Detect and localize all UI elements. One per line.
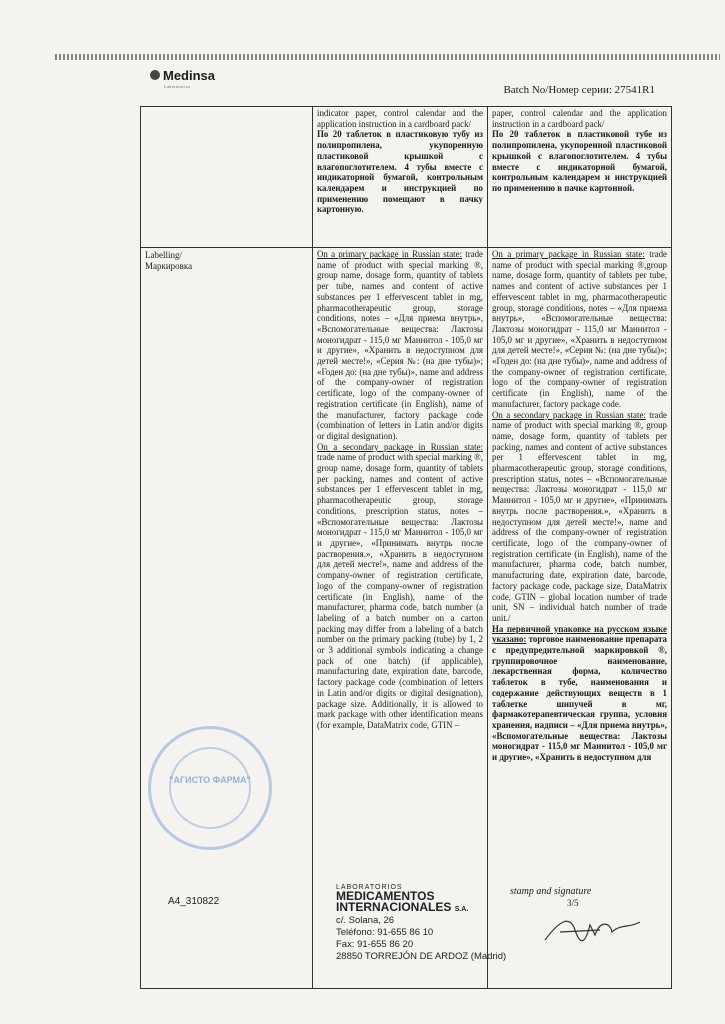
label-ru: Маркировка — [145, 261, 193, 271]
logo-name: Medinsa — [163, 67, 216, 83]
table-row — [141, 107, 672, 248]
lab-line3: INTERNACIONALES — [336, 900, 452, 914]
company-logo — [150, 66, 215, 89]
top-dotted-border — [55, 54, 720, 60]
col2-secondary-heading: On a secondary package in Russian state: — [317, 441, 483, 452]
lab-phone: Teléfono: 91-655 86 10 — [336, 927, 434, 938]
logo-tagline: Laboratorios — [164, 84, 191, 89]
col3-ru-heading: На первичной упаковке на русском языке указано: — [492, 623, 667, 645]
row2-col2-cell — [313, 248, 488, 989]
handwritten-signature — [540, 910, 660, 950]
lab-line3-suffix: S.A. — [454, 906, 469, 913]
col3-secondary-heading: On a secondary package in Russian state: — [492, 409, 646, 420]
row1-col3-ru: По 20 таблеток в пластиковой тубе из полипропилена, укупоренной пластиковой крышкой с влагопоглотителем. 4 тубы вместе с индикаторной бумагой, контрольным календарем и инструкцией по применению в пачке картонной. — [492, 129, 667, 193]
labelling-table — [140, 106, 672, 989]
row1-col3-en: paper, control calendar and the application instruction in a cardboard pack/ — [492, 108, 667, 129]
lab-city: 28850 TORREJÓN DE ARDOZ (Madrid) — [336, 951, 507, 962]
lab-line2: MEDICAMENTOS — [336, 889, 435, 903]
row2-label-cell — [141, 248, 313, 989]
row1-col2-en: indicator paper, control calendar and the application instruction in a cardboard pack/ — [317, 108, 483, 129]
document-code: A4_310822 — [168, 896, 220, 907]
row1-col2-cell — [313, 107, 488, 248]
row1-col2-ru: По 20 таблеток в пластиковую тубу из полипропилена, укупоренную пластиковой крышкой с влагопоглотителем. 4 тубы вместе с индикаторной бумагой, контрольным календарем и инструкцией по применению помещают в пачку картонную. — [317, 129, 483, 215]
stamp-signature-label: stamp and signature — [510, 886, 592, 897]
col2-secondary-text: trade name of product with special marking ®, group name, dosage form, quantity of tablets per packing, names and content of active substances per 1 effervescent tablet in mg, pharmacotherapeutic group, storage conditions, prescription status, notes – «Вспомогательные вещества: Лактозы моногидрат - 115,0 мг Маннитол - 105,0 мг и другие», «Принимать внутрь после растворения.», «Хранить в недоступном для детей месте!», name and address of the company-owner of registration certificate, logo of the company-owner of registration certificate (in English), name of the manufacturer, pharma code, batch number (a labeling of a batch number on a carton packing may differ from a labeling of a batch number on the primary packing (tube) by 1, 2 or 3 additional symbols indicating a change pack of one batch) (if applicable), manufacturing date, expiration date, barcode, factory package code (combination of letters in Latin and/or digits or digital designation), package size. Additionally, it is allowed to mark package with other identification means (for example, DataMatrix code, GTIN – — [317, 452, 483, 730]
col2-primary-heading: On a primary package in Russian state: — [317, 249, 463, 259]
lab-address: c/. Solana, 26 — [336, 915, 395, 926]
laboratory-stamp — [336, 884, 506, 963]
row1-col3-cell — [488, 107, 672, 248]
lab-fax: Fax: 91-655 86 20 — [336, 939, 414, 950]
stamp-text: "АГИСТО ФАРМА" — [169, 775, 251, 785]
company-stamp — [148, 726, 272, 850]
col3-ru-text: торговое наименование препарата с предупредительной маркировкой ®, группировочное наименование, лекарственная форма, количество таблеток в тубе, наименования и содержание действующих веществ в 1 таблетке шипучей в мг, фармакотерапевтическая группа, условия хранения, надписи – «Для приема внутрь», «Вспомогательные вещества: Лактозы моногидрат - 115,0 мг Маннитол - 105,0 мг и другие», «Хранить в недоступном для — [492, 634, 667, 763]
table-row — [141, 248, 672, 989]
row2-col3-cell — [488, 248, 672, 989]
col2-primary-text: trade name of product with special marking ®, group name, dosage form, quantity of tablets per tube, names and content of active substances per 1 effervescent tablet in mg, pharmacotherapeutic group, storage conditions, notes – «Для приема внутрь», «Вспомогательные вещества: Лактозы моногидрат - 115,0 мг Маннитол - 105,0 мг и другие», «Хранить в недоступном для детей месте!», «Серия №: (на дне тубы)»; «Годен до: (на дне тубы)», name and address of the company-owner of registration certificate, logo of the company-owner of registration certificate (in English), name of the manufacturer, factory package code (combination of letters in Latin and/or digits or digital designation). — [317, 249, 483, 441]
lab-line1: LABORATORIOS — [336, 884, 403, 891]
page-number: 3/5 — [567, 898, 579, 908]
label-en: Labelling/ — [145, 250, 182, 260]
col3-secondary-text: trade name of product with special marking ®, group name, dosage form, quantity of tablets per packing, names and content of active substances per 1 effervescent tablet in mg, pharmacotherapeutic group, storage conditions, prescription status, notes – «Вспомогательные вещества: Лактозы моногидрат - 115,0 мг Маннитол - 105,0 мг и другие», «Принимать внутрь после растворения.», «Хранить в недоступном для детей месте!», name and address of the company-owner of registration certificate, logo of the company-owner of registration certificate (in English), name of the manufacturer, pharma code, batch number, manufacturing date, expiration date, barcode, factory package code, package size, DataMatrix code, GTIN – global location number of trade unit, SN – individual batch number of trade unit./ — [492, 409, 667, 623]
batch-number: Batch No/Номер серии: 27541R1 — [503, 84, 655, 96]
col3-primary-text: trade name of product with special marking ®,group name, dosage form, quantity of tablets per tube, names and content of active substances per 1 effervescent tablet in mg, pharmacotherapeutic group, storage conditions, notes – «Для приема внутрь», «Вспомогательные вещества: Лактозы моногидрат - 115,0 мг Маннитол - 105,0 мг и другие», «Хранить в недоступном для детей месте!», «Серия №: (на дне тубы)»; «Годен до: (на дне тубы)», name and address of the company-owner of registration certificate, logo of the company-owner of registration certificate (in English), name of the manufacturer, factory package code. — [492, 249, 667, 409]
medinsa-logo-icon — [150, 70, 160, 80]
row1-label-cell — [141, 107, 313, 248]
col3-primary-heading: On a primary package in Russian state: — [492, 249, 645, 259]
